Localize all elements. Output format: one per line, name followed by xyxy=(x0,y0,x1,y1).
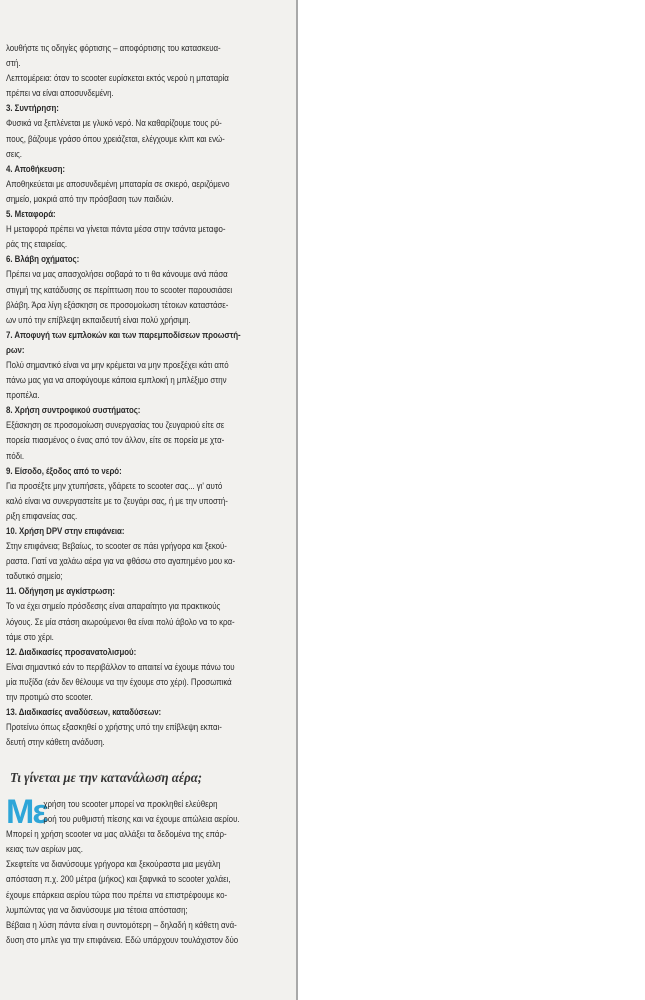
body-text-line: βλάβη. Άρα λίγη εξάσκηση σε προσομοίωση τέτοιων καταστάσε- xyxy=(6,299,229,310)
body-text-line: λόγους. Σε μία στάση αιωρούμενοι θα είναι πολύ άβολο να το κρα- xyxy=(6,616,235,627)
right-page-blank xyxy=(298,0,645,1000)
body-text-line: στιγμή της κατάδυσης σε περίπτωση που το scooter παρουσιάσει xyxy=(6,284,233,295)
body-text-line: Η μεταφορά πρέπει να γίνεται πάντα μέσα στην τσάντα μεταφο- xyxy=(6,224,226,235)
body-text-line: Στην επιφάνεια; Βεβαίως, το scooter σε πάει γρήγορα και ξεκού- xyxy=(6,541,227,552)
body-text-line: πόδι. xyxy=(6,450,24,461)
body-text-line: έχουμε επάρκεια αερίου τώρα που πρέπει να επιστρέφουμε κο- xyxy=(6,889,228,900)
body-text-line: πάνω μας για να αποφύγουμε κάποια εμπλοκή η μπλέξιμο στην xyxy=(6,375,227,386)
body-text-line: σεις. xyxy=(6,148,22,159)
body-text-line: ριξη επιφανείας σας. xyxy=(6,510,78,521)
body-text-line: Είναι σημαντικό εάν το περιβάλλον το απαιτεί να έχουμε πάνω του xyxy=(6,661,235,672)
body-text-line: Πρέπει να μας απασχολήσει σοβαρά το τι θα κάνουμε ανά πάσα xyxy=(6,269,228,280)
section-subheading: 5. Μεταφορά: xyxy=(6,209,56,220)
body-text-line: Εξάσκηση σε προσομοίωση συνεργασίας του ζευγαριού είτε σε xyxy=(6,420,225,431)
body-text-line: Φυσικά να ξεπλένεται με γλυκό νερό. Να καθαρίζουμε τους ρύ- xyxy=(6,118,222,129)
body-text-line: Πολύ σημαντικό είναι να μην κρέμεται να μην προεξέχει κάτι από xyxy=(6,359,229,370)
body-text-line: πορεία πιασμένος ο ένας από τον άλλον, είτε σε πορεία με χτα- xyxy=(6,435,225,446)
body-text-line: Σκεφτείτε να διανύσουμε γρήγορα και ξεκούραστα μια μεγάλη xyxy=(6,859,221,870)
body-text-line: την προτιμώ στο scooter. xyxy=(6,692,93,703)
body-text-line: Για προσέξτε μην χτυπήσετε, γδάρετε το scooter σας... γι' αυτό xyxy=(6,480,223,491)
body-text-line: κειας των αερίων μας. xyxy=(6,844,83,855)
body-text-line: λουθήστε τις οδηγίες φόρτισης – αποφόρτισης του κατασκευα- xyxy=(6,43,221,53)
body-text-line: καλό είναι να συνεργαστείτε με το ζευγάρι σας, ή με την υποστή- xyxy=(6,495,228,506)
body-text-line: Το να έχει σημείο πρόσδεσης είναι απαραίτητο για πρακτικούς xyxy=(6,601,221,612)
section-subheading: ρων: xyxy=(6,344,25,355)
section-subheading: 10. Χρήση DPV στην επιφάνεια: xyxy=(6,526,125,536)
body-text-line: λυμπώντας για να διανύσουμε μια τέτοια απόσταση; xyxy=(6,904,188,915)
body-text-line: δευτή στην κάθετη ανάδυση. xyxy=(6,737,105,748)
body-text-line: ταδυτικό σημείο; xyxy=(6,571,63,582)
body-text-line: ραστα. Γιατί να χαλάω αέρα για να φθάσω στο αγαπημένο μου κα- xyxy=(6,556,236,567)
body-text-line: σημείο, μακριά από την πρόσβαση των παιδιών. xyxy=(6,193,174,204)
body-text-line: απόσταση π.χ. 200 μέτρα (μήκος) και ξαφνικά το scooter χαλάει, xyxy=(6,874,231,885)
body-text-line: ων υπό την επίβλεψη εκπαιδευτή είναι πολύ χρήσιμη. xyxy=(6,314,191,325)
body-text-line: μία πυξίδα (εάν δεν θέλουμε να την έχουμε στο χέρι). Προσωπικά xyxy=(6,676,232,687)
section-subheading: 12. Διαδικασίες προσανατολισμού: xyxy=(6,646,137,657)
section-subheading: 8. Χρήση συντροφικού συστήματος: xyxy=(6,405,141,416)
section-subheading: 11. Οδήγηση με αγκίστρωση: xyxy=(6,586,116,597)
body-text-line: Αποθηκεύεται με αποσυνδεμένη μπαταρία σε σκιερό, αεριζόμενο xyxy=(6,178,230,189)
body-text-line: ράς της εταιρείας. xyxy=(6,239,68,250)
section-subheading: 13. Διαδικασίες αναδύσεων, καταδύσεων: xyxy=(6,707,162,718)
body-text-line: δυση στο μπλε για την επιφάνεια. Εδώ υπάρχουν τουλάχιστον δύο xyxy=(6,934,239,945)
body-text-line: στή. xyxy=(6,58,21,69)
section-subheading: 9. Είσοδο, έξοδος από το νερό: xyxy=(6,465,122,476)
article-column xyxy=(6,41,286,750)
body-text-line: χρήση του scooter μπορεί να προκληθεί ελεύθερη xyxy=(43,799,218,809)
body-text-line: προπέλα. xyxy=(6,390,40,401)
section-subheading: 7. Αποφυγή των εμπλοκών και των παρεμποδίσεων προωστή- xyxy=(6,329,241,340)
body-text-line: Προτείνω όπως εξασκηθεί ο χρήστης υπό την επίβλεψη εκπαι- xyxy=(6,722,222,733)
body-text-line: πρέπει να είναι αποσυνδεμένη. xyxy=(6,88,114,99)
air-consumption-section xyxy=(6,793,286,948)
page-spine xyxy=(296,0,298,1000)
section-subheading: 3. Συντήρηση: xyxy=(6,103,59,114)
section-subheading: 4. Αποθήκευση: xyxy=(6,163,65,174)
section-subheading: 6. Βλάβη οχήματος: xyxy=(6,254,80,265)
section-heading: Τι γίνεται με την κατανάλωση αέρα; xyxy=(10,770,203,785)
body-text-line: Βέβαια η λύση πάντα είναι η συντομότερη – δηλαδή η κάθετη ανά- xyxy=(6,919,237,930)
body-text-line: Λεπτομέρεια: όταν το scooter ευρίσκεται εκτός νερού η μπαταρία xyxy=(6,73,229,84)
body-text-line: πους, βάζουμε γράσο όπου χρειάζεται, ελέγχουμε κλιπ και ενώ- xyxy=(6,133,225,144)
drop-cap: Με xyxy=(6,793,47,831)
body-text-line: τάμε στο χέρι. xyxy=(6,631,54,642)
body-text-line: ροή του ρυθμιστή πίεσης και να έχουμε απώλεια αερίου. xyxy=(43,814,240,825)
body-text-line: Μπορεί η χρήση scooter να μας αλλάξει τα δεδομένα της επάρ- xyxy=(6,829,227,840)
